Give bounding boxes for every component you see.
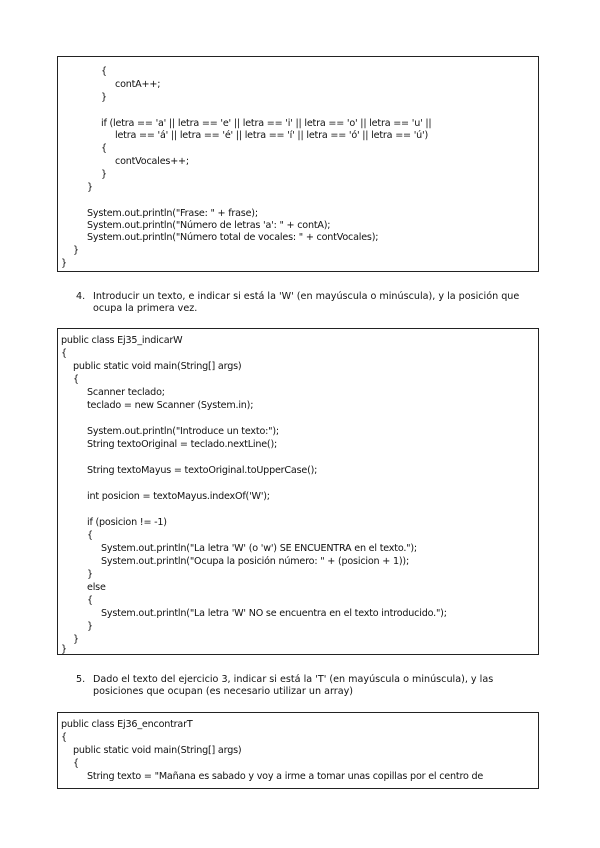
code-block-ej36-encontrar-t <box>57 712 539 789</box>
code-line: { <box>87 530 93 541</box>
exercise-4-statement <box>76 290 546 318</box>
code-line: } <box>73 245 79 256</box>
code-line: public class Ej36_encontrarT <box>61 719 193 730</box>
exercise-text-line: Introducir un texto, e indicar si está la 'W' (en mayúscula o minúscula), y la posición que <box>93 291 520 302</box>
code-line: { <box>101 66 107 77</box>
code-line: } <box>73 634 79 645</box>
code-line: } <box>101 92 107 103</box>
code-line: contA++; <box>115 79 161 90</box>
code-line: contVocales++; <box>115 156 189 167</box>
code-line: letra == 'á' || letra == 'é' || letra == 'í' || letra == 'ó' || letra == 'ú') <box>115 130 429 141</box>
exercise-5-statement <box>76 673 546 701</box>
code-line: System.out.println("La letra 'W' NO se encuentra en el texto introducido."); <box>101 608 447 619</box>
code-line: } <box>61 644 67 655</box>
code-line: { <box>87 595 93 606</box>
code-line: } <box>101 169 107 180</box>
code-line: { <box>101 143 107 154</box>
exercise-number: 5. <box>76 674 86 685</box>
code-block-contar-vocales <box>57 56 539 272</box>
code-line: public static void main(String[] args) <box>73 361 242 372</box>
code-line: else <box>87 582 106 593</box>
code-line: } <box>87 621 93 632</box>
exercise-text-line: posiciones que ocupan (es necesario utilizar un array) <box>93 686 354 697</box>
code-line: System.out.println("Número total de vocales: " + contVocales); <box>87 232 379 243</box>
code-line: } <box>61 258 67 269</box>
code-line: System.out.println("La letra 'W' (o 'w') SE ENCUENTRA en el texto."); <box>101 543 417 554</box>
code-line: { <box>61 348 67 359</box>
code-line: public static void main(String[] args) <box>73 745 242 756</box>
code-line: if (letra == 'a' || letra == 'e' || letra == 'i' || letra == 'o' || letra == 'u' || <box>101 118 432 129</box>
code-line: teclado = new Scanner (System.in); <box>87 400 254 411</box>
exercise-text-line: Dado el texto del ejercicio 3, indicar si está la 'T' (en mayúscula o minúscula), y las <box>93 674 494 685</box>
code-line: int posicion = textoMayus.indexOf('W'); <box>87 491 270 502</box>
code-line: { <box>61 732 67 743</box>
code-line: System.out.println("Número de letras 'a': " + contA); <box>87 220 331 231</box>
exercise-number: 4. <box>76 291 86 302</box>
code-line: { <box>73 758 79 769</box>
code-line: String textoOriginal = teclado.nextLine(); <box>87 439 278 450</box>
code-line: Scanner teclado; <box>87 387 165 398</box>
code-line: public class Ej35_indicarW <box>61 335 183 346</box>
code-line: System.out.println("Ocupa la posición número: " + (posicion + 1)); <box>101 556 409 567</box>
code-block-ej35-indicar-w <box>57 328 539 655</box>
code-line: String textoMayus = textoOriginal.toUpperCase(); <box>87 465 318 476</box>
code-line: { <box>73 374 79 385</box>
code-line: if (posicion != -1) <box>87 517 167 528</box>
code-line: } <box>87 182 93 193</box>
exercise-text-line: ocupa la primera vez. <box>93 303 198 314</box>
code-line: } <box>87 569 93 580</box>
code-line: String texto = "Mañana es sabado y voy a irme a tomar unas copillas por el centro de <box>87 771 484 782</box>
code-line: System.out.println("Frase: " + frase); <box>87 208 258 219</box>
code-line: System.out.println("Introduce un texto:"); <box>87 426 279 437</box>
